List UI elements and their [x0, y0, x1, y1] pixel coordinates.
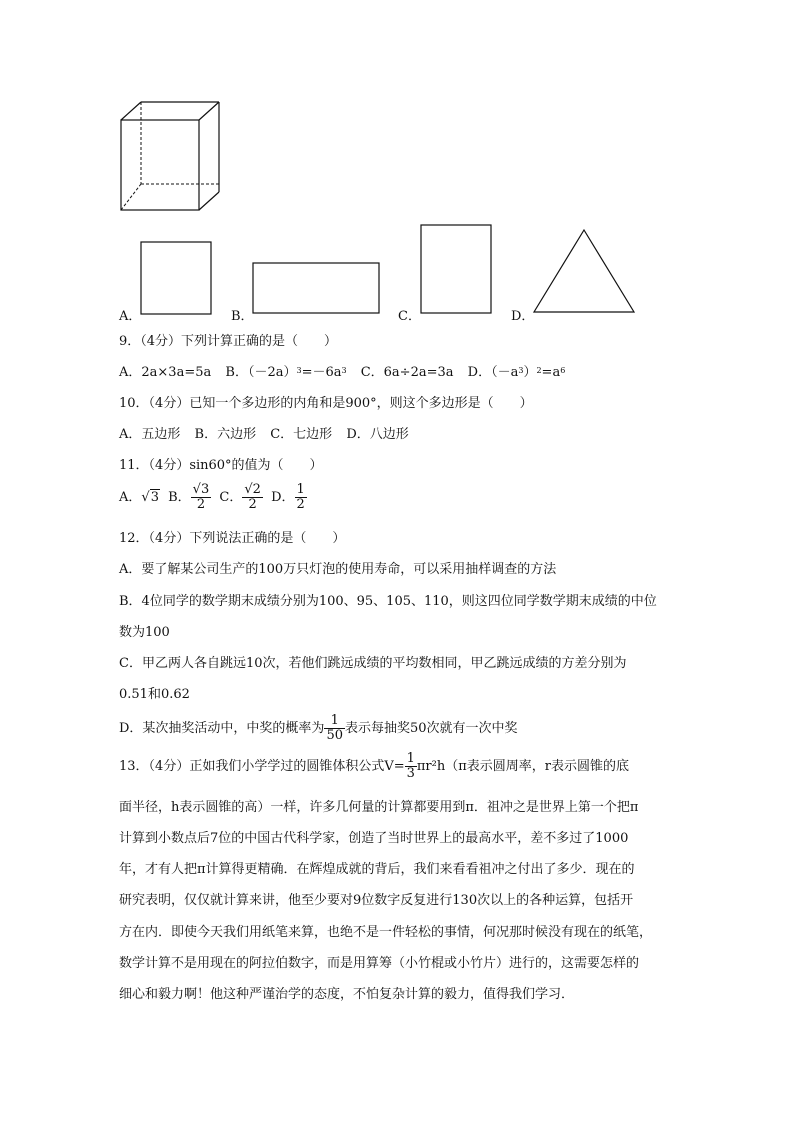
q13-line-2: 面半径，h表示圆锥的高）一样，许多几何量的计算都要用到π．祖冲之是世界上第一个把π	[119, 800, 639, 815]
q11-option-c: C． $\frac{√2}{2}$	[219, 482, 261, 512]
q12-option-b-line2: 数为100	[119, 625, 170, 640]
q9-stem: 9．（4分）下列计算正确的是（ ）	[119, 334, 338, 349]
q13-line-6: 方在内．即使今天我们用纸笔来算，也绝不是一件轻松的事情，何况那时候没有现在的纸笔，	[119, 925, 653, 940]
q9-option-b: B．$(-2a)^3=-6a^3$	[225, 365, 347, 380]
figure-option-c-label: C．	[398, 309, 421, 324]
figure-option-a-square	[140, 241, 212, 315]
figure-option-c-rectangle	[420, 224, 492, 314]
q11-option-a: A．√3	[119, 490, 159, 505]
q9-option-d: D．$(-a^3)^2=a^6$	[467, 365, 566, 380]
q13-line-7: 数学计算不是用现在的阿拉伯数字，而是用算筹（小竹棍或小竹片）进行的，这需要怎样的	[119, 956, 640, 971]
q11-options	[119, 483, 307, 512]
q9-options	[119, 364, 575, 382]
q12-option-a: A．要了解某公司生产的100万只灯泡的使用寿命，可以采用抽样调查的方法	[119, 562, 557, 577]
q9-option-c: C．6a÷2a=3a	[360, 365, 454, 380]
figure-option-a-label: A．	[119, 309, 142, 324]
cube-figure	[118, 100, 224, 214]
q13-line-4: 年，才有人把π计算得更精确．在辉煌成就的背后，我们来看看祖冲之付出了多少．现在的	[119, 862, 635, 877]
q9-option-a: A．2a×3a=5a	[119, 365, 212, 380]
q13-line-3: 计算到小数点后7位的中国古代科学家，创造了当时世界上的最高水平，差不多过了1000	[119, 831, 629, 846]
q10-option-d: D．八边形	[346, 427, 409, 442]
q12-option-c-line1: C．甲乙两人各自跳远10次，若他们跳远成绩的平均数相同，甲乙跳远成绩的方差分别为	[119, 656, 627, 671]
q11-option-d: D． $\frac{1}{2}$	[271, 482, 305, 512]
q13-line-5: 研究表明，仅仅就计算来讲，他至少要对9位数字反复进行130次以上的各种运算，包括开	[119, 893, 634, 908]
q10-option-c: C．七边形	[270, 427, 333, 442]
q10-stem: 10．（4分）已知一个多边形的内角和是900°，则这个多边形是（ ）	[119, 396, 533, 411]
q11-option-b: B． $\frac{√3}{2}$	[168, 482, 210, 512]
figure-option-d-triangle	[532, 228, 636, 314]
q12-option-c-line2: 0.51和0.62	[119, 687, 190, 702]
q12-option-d: D．某次抽奖活动中，中奖的概率为 $\frac{1}{50}$ 表示每抽奖50次就有一次中奖	[119, 713, 518, 743]
figure-option-b-label: B．	[231, 309, 254, 324]
q13-line-8: 细心和毅力啊！他这种严谨治学的态度，不怕复杂计算的毅力，值得我们学习．	[119, 987, 575, 1002]
q12-option-b-line1: B．4位同学的数学期末成绩分别为100、95、105、110，则这四位同学数学期末成绩的中位	[119, 594, 657, 609]
figure-option-b-rectangle	[252, 262, 380, 314]
q10-options	[119, 426, 419, 444]
figure-option-d-label: D．	[511, 309, 535, 324]
q12-stem: 12．（4分）下列说法正确的是（ ）	[119, 531, 346, 546]
q11-stem: 11．（4分）sin60°的值为（ ）	[119, 458, 323, 473]
q10-option-a: A．五边形	[119, 427, 181, 442]
q13-line-1: 13．（4分）正如我们小学学过的圆锥体积公式V= $\frac{1}{3}$ πr²h（π表示圆周率，r表示圆锥的底	[119, 751, 629, 781]
q10-option-b: B．六边形	[194, 427, 257, 442]
